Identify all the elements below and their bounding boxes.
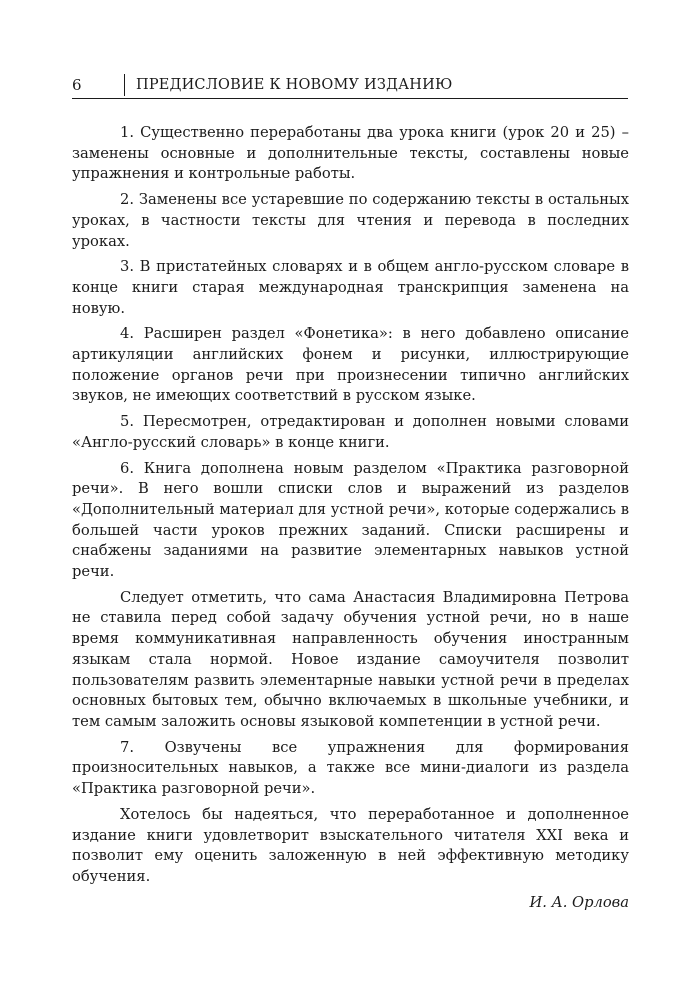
paragraph-closing: Хотелось бы надеяться, что переработанное и дополненное издание книги удовлетворит взыскательного читателя XXI века и позволит ему оценить заложенную в ней эффективную методику обучения. xyxy=(72,805,629,885)
paragraph-note: Следует отметить, что сама Анастасия Владимировна Петрова не ставила перед собой задачу обучения устной речи, но в наше время коммуникативная направленность обучения иностранным языкам стала нормой. Новое издание самоучителя позволит пользователям развить элементарные навыки устной речи в пределах основных бытовых тем, обычно включаемых в школьные учебники, и тем самым заложить основы языковой компетенции в устной речи. xyxy=(72,588,629,730)
paragraph-5: 5. Пересмотрен, отредактирован и дополнен новыми словами «Англо-русский словарь» в конце книги. xyxy=(72,413,629,451)
header-separator xyxy=(124,74,125,96)
header-rule xyxy=(72,98,628,99)
paragraph-3: 3. В пристатейных словарях и в общем англо-русском словаре в конце книги старая международная транскрипция заменена на новую. xyxy=(72,258,629,317)
page-number: 6 xyxy=(72,76,82,94)
paragraph-1: 1. Существенно переработаны два урока книги (урок 20 и 25) – заменены основные и дополнительные тексты, составлены новые упражнения и контрольные работы. xyxy=(72,124,629,183)
running-header xyxy=(72,74,628,98)
paragraph-4: 4. Расширен раздел «Фонетика»: в него добавлено описание артикуляции английских фонем и рисунки, иллюстрирующие положение органов речи при произнесении типично английских звуков, не имеющих соответствий в русском языке. xyxy=(72,325,629,405)
paragraph-2: 2. Заменены все устаревшие по содержанию тексты в остальных уроках, в частности тексты для чтения и перевода в последних уроках. xyxy=(72,191,629,250)
page-body xyxy=(72,123,629,913)
running-title: ПРЕДИСЛОВИЕ К НОВОМУ ИЗДАНИЮ xyxy=(136,77,453,93)
paragraph-6: 6. Книга дополнена новым разделом «Практика разговорной речи». В него вошли списки слов и выражений из разделов «Дополнительный материал для устной речи», которые содержались в большей части уроков прежних заданий. Списки расширены и снабжены заданиями на развитие элементарных навыков устной речи. xyxy=(72,459,629,581)
paragraph-7: 7. Озвучены все упражнения для формирования произносительных навыков, а также все мини-диалоги из раздела «Практика разговорной речи». xyxy=(72,738,629,798)
author-signature: И. А. Орлова xyxy=(529,893,629,911)
